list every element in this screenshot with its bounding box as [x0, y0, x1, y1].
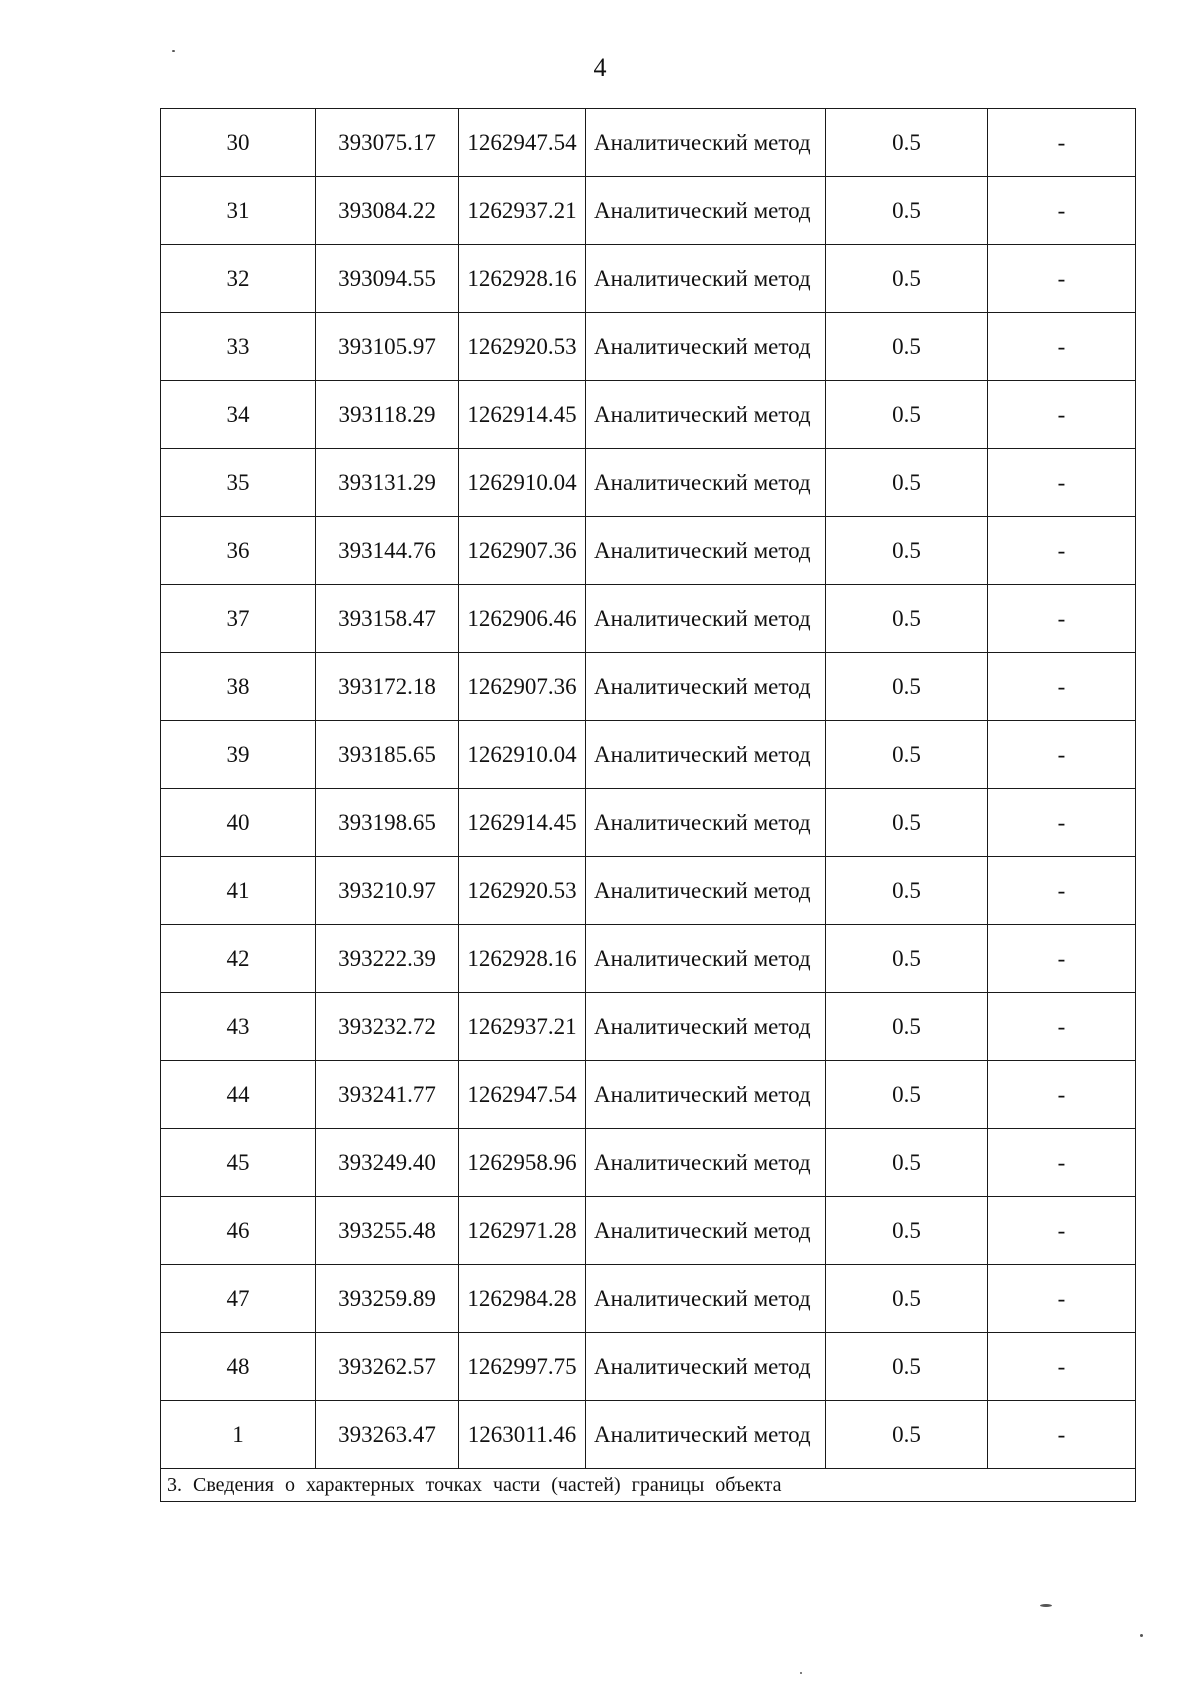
cell-coordinate-x: 393259.89 [316, 1265, 459, 1333]
cell-accuracy: 0.5 [826, 925, 988, 993]
cell-point-number: 46 [161, 1197, 316, 1265]
cell-coordinate-x: 393241.77 [316, 1061, 459, 1129]
cell-accuracy: 0.5 [826, 245, 988, 313]
cell-accuracy: 0.5 [826, 789, 988, 857]
cell-method: Аналитический метод [586, 245, 826, 313]
cell-point-number: 48 [161, 1333, 316, 1401]
cell-coordinate-y: 1263011.46 [459, 1401, 586, 1469]
cell-description: - [988, 653, 1136, 721]
table-row [161, 1061, 1136, 1129]
cell-coordinate-x: 393262.57 [316, 1333, 459, 1401]
cell-description: - [988, 313, 1136, 381]
cell-point-number: 40 [161, 789, 316, 857]
cell-coordinate-y: 1262947.54 [459, 109, 586, 177]
cell-accuracy: 0.5 [826, 177, 988, 245]
cell-coordinate-x: 393210.97 [316, 857, 459, 925]
table-row [161, 1129, 1136, 1197]
table-row [161, 1401, 1136, 1469]
cell-description: - [988, 381, 1136, 449]
cell-method: Аналитический метод [586, 1401, 826, 1469]
cell-method: Аналитический метод [586, 721, 826, 789]
table-row [161, 789, 1136, 857]
cell-point-number: 35 [161, 449, 316, 517]
table-row [161, 721, 1136, 789]
cell-coordinate-x: 393158.47 [316, 585, 459, 653]
cell-description: - [988, 993, 1136, 1061]
cell-method: Аналитический метод [586, 585, 826, 653]
table-row [161, 1197, 1136, 1265]
cell-method: Аналитический метод [586, 993, 826, 1061]
cell-point-number: 31 [161, 177, 316, 245]
cell-accuracy: 0.5 [826, 381, 988, 449]
cell-point-number: 44 [161, 1061, 316, 1129]
cell-coordinate-x: 393255.48 [316, 1197, 459, 1265]
cell-description: - [988, 449, 1136, 517]
cell-coordinate-x: 393105.97 [316, 313, 459, 381]
cell-coordinate-y: 1262910.04 [459, 449, 586, 517]
cell-accuracy: 0.5 [826, 313, 988, 381]
cell-point-number: 36 [161, 517, 316, 585]
cell-coordinate-y: 1262947.54 [459, 1061, 586, 1129]
cell-coordinate-x: 393075.17 [316, 109, 459, 177]
cell-point-number: 1 [161, 1401, 316, 1469]
cell-accuracy: 0.5 [826, 653, 988, 721]
cell-method: Аналитический метод [586, 517, 826, 585]
cell-point-number: 39 [161, 721, 316, 789]
cell-point-number: 34 [161, 381, 316, 449]
cell-point-number: 47 [161, 1265, 316, 1333]
cell-coordinate-x: 393131.29 [316, 449, 459, 517]
cell-method: Аналитический метод [586, 1333, 826, 1401]
cell-accuracy: 0.5 [826, 585, 988, 653]
cell-description: - [988, 1265, 1136, 1333]
section-caption: 3. Сведения о характерных точках части (частей) границы объекта [161, 1469, 1136, 1502]
table-row [161, 517, 1136, 585]
cell-coordinate-x: 393172.18 [316, 653, 459, 721]
cell-coordinate-y: 1262928.16 [459, 245, 586, 313]
cell-accuracy: 0.5 [826, 1333, 988, 1401]
cell-point-number: 38 [161, 653, 316, 721]
cell-coordinate-x: 393198.65 [316, 789, 459, 857]
cell-coordinate-x: 393084.22 [316, 177, 459, 245]
cell-coordinate-x: 393249.40 [316, 1129, 459, 1197]
cell-accuracy: 0.5 [826, 721, 988, 789]
cell-coordinate-y: 1262914.45 [459, 381, 586, 449]
table-row [161, 245, 1136, 313]
table-row [161, 653, 1136, 721]
cell-description: - [988, 177, 1136, 245]
cell-point-number: 30 [161, 109, 316, 177]
cell-method: Аналитический метод [586, 1129, 826, 1197]
table-row [161, 1265, 1136, 1333]
cell-point-number: 32 [161, 245, 316, 313]
cell-description: - [988, 1401, 1136, 1469]
cell-accuracy: 0.5 [826, 449, 988, 517]
cell-coordinate-x: 393144.76 [316, 517, 459, 585]
cell-method: Аналитический метод [586, 1265, 826, 1333]
table-row [161, 109, 1136, 177]
cell-point-number: 45 [161, 1129, 316, 1197]
cell-description: - [988, 925, 1136, 993]
cell-description: - [988, 857, 1136, 925]
cell-coordinate-x: 393185.65 [316, 721, 459, 789]
cell-method: Аналитический метод [586, 1197, 826, 1265]
cell-method: Аналитический метод [586, 177, 826, 245]
cell-coordinate-y: 1262914.45 [459, 789, 586, 857]
cell-coordinate-x: 393094.55 [316, 245, 459, 313]
cell-method: Аналитический метод [586, 449, 826, 517]
cell-coordinate-y: 1262907.36 [459, 517, 586, 585]
scan-speck [800, 1672, 802, 1674]
page-number: 4 [593, 53, 607, 82]
cell-accuracy: 0.5 [826, 1061, 988, 1129]
cell-coordinate-x: 393222.39 [316, 925, 459, 993]
table-row [161, 381, 1136, 449]
cell-method: Аналитический метод [586, 789, 826, 857]
cell-accuracy: 0.5 [826, 109, 988, 177]
cell-method: Аналитический метод [586, 109, 826, 177]
cell-coordinate-y: 1262937.21 [459, 177, 586, 245]
table-row [161, 585, 1136, 653]
table-row [161, 925, 1136, 993]
cell-accuracy: 0.5 [826, 1401, 988, 1469]
cell-coordinate-y: 1262928.16 [459, 925, 586, 993]
cell-coordinate-x: 393232.72 [316, 993, 459, 1061]
cell-accuracy: 0.5 [826, 857, 988, 925]
table-body [161, 109, 1136, 1469]
cell-method: Аналитический метод [586, 381, 826, 449]
cell-coordinate-x: 393263.47 [316, 1401, 459, 1469]
cell-coordinate-y: 1262920.53 [459, 857, 586, 925]
cell-method: Аналитический метод [586, 313, 826, 381]
boundary-points-table [160, 108, 1136, 1502]
cell-description: - [988, 1197, 1136, 1265]
cell-accuracy: 0.5 [826, 517, 988, 585]
scan-speck [1140, 1634, 1143, 1637]
cell-coordinate-y: 1262907.36 [459, 653, 586, 721]
cell-coordinate-y: 1262971.28 [459, 1197, 586, 1265]
cell-description: - [988, 1333, 1136, 1401]
cell-point-number: 33 [161, 313, 316, 381]
cell-method: Аналитический метод [586, 857, 826, 925]
scan-speck [172, 50, 175, 52]
cell-description: - [988, 721, 1136, 789]
table-row [161, 1333, 1136, 1401]
section-caption-row [161, 1469, 1136, 1502]
cell-method: Аналитический метод [586, 925, 826, 993]
cell-point-number: 37 [161, 585, 316, 653]
cell-accuracy: 0.5 [826, 1129, 988, 1197]
cell-description: - [988, 109, 1136, 177]
cell-accuracy: 0.5 [826, 1265, 988, 1333]
cell-description: - [988, 789, 1136, 857]
cell-point-number: 42 [161, 925, 316, 993]
cell-description: - [988, 585, 1136, 653]
table-row [161, 857, 1136, 925]
table-row [161, 449, 1136, 517]
cell-coordinate-x: 393118.29 [316, 381, 459, 449]
cell-accuracy: 0.5 [826, 993, 988, 1061]
scan-speck [1040, 1604, 1052, 1607]
cell-coordinate-y: 1262958.96 [459, 1129, 586, 1197]
cell-coordinate-y: 1262920.53 [459, 313, 586, 381]
cell-description: - [988, 1129, 1136, 1197]
table-row [161, 993, 1136, 1061]
cell-method: Аналитический метод [586, 653, 826, 721]
cell-point-number: 43 [161, 993, 316, 1061]
table-row [161, 313, 1136, 381]
cell-coordinate-y: 1262984.28 [459, 1265, 586, 1333]
cell-method: Аналитический метод [586, 1061, 826, 1129]
cell-point-number: 41 [161, 857, 316, 925]
cell-coordinate-y: 1262937.21 [459, 993, 586, 1061]
cell-description: - [988, 517, 1136, 585]
cell-accuracy: 0.5 [826, 1197, 988, 1265]
cell-coordinate-y: 1262906.46 [459, 585, 586, 653]
cell-coordinate-y: 1262910.04 [459, 721, 586, 789]
cell-coordinate-y: 1262997.75 [459, 1333, 586, 1401]
cell-description: - [988, 245, 1136, 313]
table-row [161, 177, 1136, 245]
cell-description: - [988, 1061, 1136, 1129]
